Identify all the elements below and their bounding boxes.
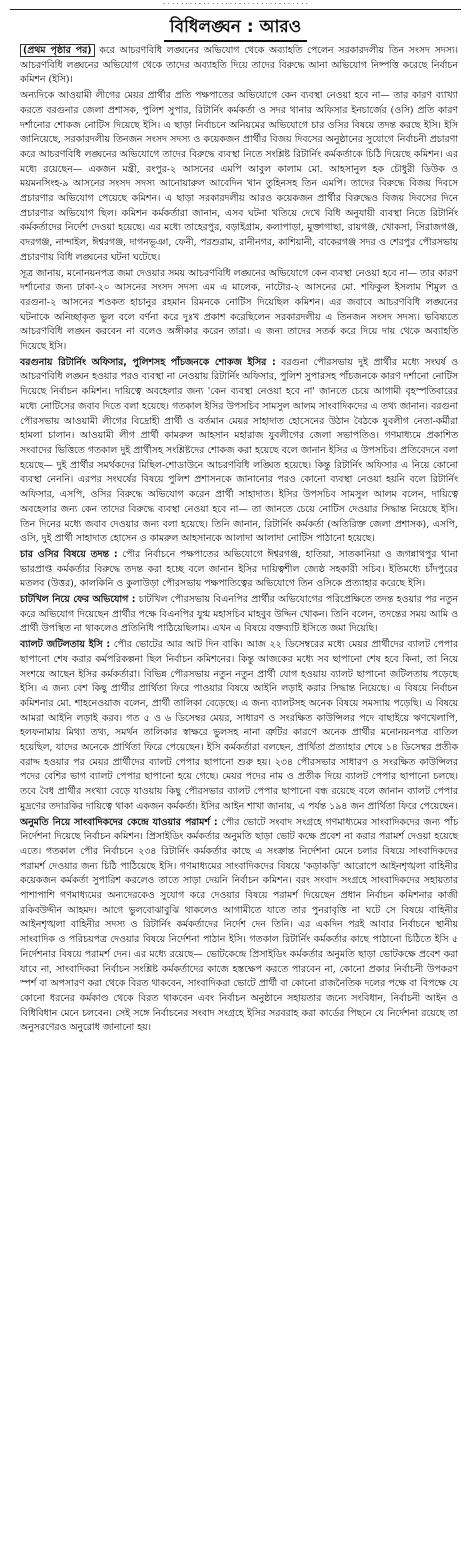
subheading-barguna: বরগুনায় রিটার্নিং অফিসার, পুলিশসহ পাঁচজনকে শোকজ ইসির : [20, 356, 276, 368]
paragraph-text: বরগুনা পৌরসভায় দুই প্রার্থীর মধ্যে সংঘর্ষ ও আচরণবিধি লঙ্ঘন হওয়ার পরও ব্যবস্থা না নেওয়ায় রিটার্নিং অফিসার, পুলিশ সুপারসহ পাঁচজনকে কারণ দর্শানো নোটিস দিয়েছে নির্বাচন কমিশন। দায়িত্বে অবহেলার জন্য 'কেন ব্যবস্থা নেওয়া হবে না' জানতে চেয়ে আগামী বৃহস্পতিবারের মধ্যে নোটিসের জবাব দিতে বলা হয়েছে। গতকাল ইসির উপসচিব সামসুল আলম সাংবাদিকদের এ তথ্য জানান। বরগুনা পৌরসভায় আওয়ামী লীগের বিদ্রোহী প্রার্থী ও বর্তমান মেয়র সাহাদাত হোসেনের উঠান বৈঠকে যুবলীগ নেতা-কর্মীরা হামলা চালান। আওয়ামী লীগ প্রার্থী কামরুল আহসান মহারাজ যুবলীগের জেলা সভাপতিও। গণমাধ্যমে প্রকাশিত সংবাদের ভিত্তিতে গতকাল দুই প্রার্থীসহ সংশ্লিষ্টদের শোকজ করা হয়েছে বলে জানান ইসির এ উপসচিব। প্রতিবেদনে বলা হয়েছে— দুই প্রার্থীর সমর্থকদের মিছিল-শোডাউনে আচরণবিধি লঙ্ঘিত হয়েছে। কিন্তু রিটার্নিং অফিসার এ নিয়ে কোনো ব্যবস্থা নেননি। এরপর সংঘর্ষের বিষয়ে পুলিশ প্রশাসনকে জানানোর পরও কোনো ব্যবস্থা নেওয়া হয়নি বলে রিটার্নিং অফিসার, এসপি, ওসির বিরুদ্ধে অভিযোগ করেন প্রার্থী সাহাদাত। ইসির উপসচিব সামসুল আলম বলেন, দায়িত্বে অবহেলার জন্য কেন তাদের বিরুদ্ধে ব্যবস্থা নেওয়া হবে না— তা জানতে চেয়ে নোটিস দেওয়ার সিদ্ধান্ত নিয়েছে ইসি। তিন দিনের মধ্যে জবাব দেওয়ার জন্য বলা হয়েছে। তিনি জানান, রিটার্নিং কর্মকর্তা (অতিরিক্ত জেলা প্রশাসক), এসপি, ওসি, দুই প্রার্থী সাহাদাত হোসেন ও কামরুল আহসানকে আলাদা আলাদা নোটিস পাঠানো হয়েছে। [20, 356, 458, 545]
paragraph-text: সূত্র জানায়, মনোনয়নপত্র জমা দেওয়ার সময় আচরণবিধি লঙ্ঘনের অভিযোগে কেন ব্যবস্থা নেওয়া হবে না— তার কারণ দর্শানোর জন্য ঢাকা-২০ আসনের সংসদ সদস্য এম এ মালেক, নাটোর-২ আসনের মো. শফিকুল ইসলাম শিমুল ও বরগুনা-২ আসনের শওকত হাচানুর রহমান রিমনকে নোটিস দিয়েছিল কমিশন। এর জবাবে আচরণবিধি লঙ্ঘনের ঘটনাকে অনিচ্ছাকৃত ভুল বলে বর্ণনা করে দুঃখ প্রকাশ করেছিলেন সরকারদলীয় এ তিনজন সংসদ সদস্য। ভবিষ্যতে আচরণবিধি লঙ্ঘন করবেন না বলেও অঙ্গীকার করেন তারা। এ জন্য তাদের সতর্ক করে দিয়ে দায় থেকে অব্যাহতি দিয়েছে ইসি। [20, 267, 458, 353]
paragraph-continued [20, 44, 458, 88]
subheading-journalists: অনুমতি নিয়ে সাংবাদিকদের কেন্দ্রে যাওয়ার পরামর্শ : [20, 816, 218, 828]
headline-container [0, 14, 471, 42]
paragraph-text: করে আচরণবিধি লঙ্ঘনের অভিযোগ থেকে অব্যাহতি পেলেন সরকারদলীয় তিন সংসদ সদস্য। আচরণবিধি লঙ্ঘনের অভিযোগ থেকে তাদের অব্যাহতি দিয়ে তাদের বিরুদ্ধে আনা অভিযোগ নিষ্পত্তি করেছে নির্বাচন কমিশন (ইসি)। [20, 45, 458, 86]
continued-from-front-page-tag: (প্রথম পৃষ্ঠার পর) [20, 44, 95, 57]
paragraph-show-cause [20, 89, 458, 265]
headline: বিধিলঙ্ঘন : আরও [164, 14, 308, 42]
paragraph-four-oc [20, 548, 458, 592]
paragraph-text: পৌর ভোটের আর আট দিন বাকি। আজ ২২ ডিসেম্বরের মধ্যে মেয়র প্রার্থীদের ব্যালট পেপার ছাপানো শেষ করার কর্মপরিকল্পনা ছিল নির্বাচন কমিশনের। কিন্তু আজকের মধ্যে সব ছাপানো শেষ হবে কিনা, তা নিয়ে সংশয়ে আছেন ইসির কর্মকর্তারা। বিভিন্ন পৌরসভায় নতুন নতুন প্রার্থী যোগ হওয়ায় ব্যালট ছাপানো জটিলতায় পড়েছে ইসি। এ জন্য বেশ কিছু প্রার্থীর প্রার্থিতা ফিরে পাওয়ার বিষয়ে আইনি লড়াই করার সিদ্ধান্ত নিয়েছে। এ বিষয়ে নির্বাচন কমিশনার মো. শাহনেওয়াজ বলেন, প্রার্থী তালিকা বেড়েছে। এ জন্য ব্যালটসহ অনেক বিষয়ে সমস্যায় পড়েছি। এ বিষয়ে আমরা আইনি লড়াই করব। গত ৫ ও ৬ ডিসেম্বর মেয়র, সাধারণ ও সংরক্ষিত কাউন্সিলর পদে বাছাইয়ে ঋণখেলাপি, হলফনামায় মিথ্যা তথ্য, সমর্থন তালিকার স্বাক্ষরে ভুলসহ নানা ত্রুটির কারণে অনেক প্রার্থীর মনোনয়নপত্র বাতিল হয়েছিল, যাদের অনেকে প্রার্থিতা ফিরে পেয়েছেন। ইসি কর্মকর্তারা বলছেন, প্রার্থিতা প্রত্যাহার শেষে ১৪ ডিসেম্বর প্রতীক বরাদ্দ হওয়ার পর মেয়র প্রার্থীদের ব্যালট পেপার ছাপানো শুরু হয়। ২৩৪ পৌরসভার সাধারণ ও সংরক্ষিত কাউন্সিলর পদের বেশির ভাগ ব্যালট পেপার ছাপানো হয়ে গেছে। মেয়র পদের নাম ও প্রতীক দিয়ে ব্যালট পেপার ছাপানো চলছে। তবে বৈধ প্রার্থীর সংখ্যা বেড়ে যাওয়ায় কিছু পৌরসভার ব্যালট পেপার ছাপানো বন্ধ রয়েছে বলে জানান ব্যালট পেপার মুদ্রণের তদারকির দায়িত্বে থাকা একজন কর্মকর্তা। ইসির আইন শাখা জানায়, এ পর্যন্ত ১৯৪ জন প্রার্থিতা ফিরে পেয়েছেন। [20, 639, 458, 812]
subheading-ballot: ব্যালট জটিলতায় ইসি : [20, 639, 111, 651]
subheading-four-oc: চার ওসির বিষয়ে তদন্ত : [20, 548, 118, 560]
subheading-chatkhil: চাটখিল নিয়ে ফের অভিযোগ : [20, 594, 136, 606]
paragraph-text: পৌর ভোটে সংবাদ সংগ্রহে গণমাধ্যমের সাংবাদিকদের জন্য পাঁচ নির্দেশনা দিয়েছে নির্বাচন কমিশন। প্রিসাইডিং কর্মকর্তার অনুমতি ছাড়া ভোট কক্ষে প্রবেশ না করার পরামর্শ দেওয়া হয়েছে এতে। গতকাল পৌর নির্বাচনে ২৩৪ রিটার্নিং কর্মকর্তার কাছে এ সংক্রান্ত নির্দেশনা মেনে চলার বিষয়ে সাংবাদিকদের পরামর্শ দেওয়ার জন্য চিঠি পাঠিয়েছে ইসি। গণমাধ্যমের সাংবাদিকদের বিষয়ে 'কড়াকড়ি' আরোপে আইনশৃঙ্খলা বাহিনীর কয়েকজন কর্মকর্তা সুপারিশ করলেও তাতে সাড়া দেয়নি নির্বাচন কমিশন। বরং সংবাদ সংগ্রহে সাংবাদিকদের সহায়তার পাশাপাশি গণমাধ্যমের অন্যদেরকেও সুযোগ করে দেওয়ার বিষয়ে পরামর্শ দিয়েছেন প্রধান নির্বাচন কমিশনার কাজী রকিবউদ্দীন আহমদ। আগে ভুলবোঝাবুঝি থাকলেও আগামীতে যাতে তার পুনরাবৃত্তি না ঘটে সে বিষয়ে বাহিনীর আইনশৃঙ্খলা বাহিনীর সদস্য ও রিটার্নিং কর্মকর্তাদের নির্দেশ দেন তিনি। এর একদিন পরই আবার নির্বাচনে স্থানীয় সাংবাদিক ও পরিচয়পত্র দেওয়ার বিষয়ে নির্দেশনা পাঠান ইসি। গতকাল রিটার্নিং কর্মকর্তার কাছে পাঠানো চিঠিতে ইসি ৫ নির্দেশনার বিষয়ে পরামর্শ দেন। এর মধ্যে রয়েছে— ভোটকেন্দ্রে প্রিসাইডিং কর্মকর্তার অনুমতি ছাড়া ভোটকক্ষে প্রবেশ করা যাবে না, সাংবাদিকরা নির্বাচন সংশ্লিষ্ট কর্মকর্তাদের কাজে হস্তক্ষেপ করতে পারবেন না, কোনো প্রকার নির্বাচনী উপকরণ স্পর্শ বা অপসারণ করা থেকে বিরত থাকবেন, সাংবাদিকরা ভোটে প্রার্থী বা কোনো রাজনৈতিক দলের পক্ষে বা বিপক্ষে যে কোনো ধরনের কর্মকাণ্ড থেকে বিরত থাকবেন এবং নির্বাচন অনুষ্ঠানে সহায়তার জন্যে সংবিধান, নির্বাচনী আইন ও বিধিবিধান মেনে চলবেন। সেই সঙ্গে নির্বাচনের সংবাদ সংগ্রহে ইসির সরবরাহ করা কার্ডের পিছনে যে নির্দেশনা রয়েছে তা অনুসরণেরও অনুরোধ জানানো হয়। [20, 816, 458, 1034]
paragraph-barguna [20, 356, 458, 547]
paragraph-text: পৌর নির্বাচনে পক্ষপাতের অভিযোগে ঈশ্বরগঞ্জ, হাতিয়া, সাতকানিয়া ও জগন্নাথপুর থানা ভারপ্রাপ্ত কর্মকর্তার বিরুদ্ধে তদন্ত করা হচ্ছে বলে জানান ইসির দায়িত্বশীল জ্যেষ্ঠ সহকারী সচিব। ইতিমধ্যে চাঁদপুরের মতলব (উত্তর), কালকিনি ও কুলাউড়া পৌরসভায় পক্ষপাতিত্বের অভিযোগে তিন ওসিকে প্রত্যাহার করেছে ইসি। [20, 548, 458, 590]
paragraph-text: অন্যদিকে আওয়ামী লীগের মেয়র প্রার্থীর প্রতি পক্ষপাতের অভিযোগে কেন ব্যবস্থা নেওয়া হবে না— তার কারণ ব্যাখ্যা করতে বরগুনার জেলা প্রশাসক, পুলিশ সুপার, রিটার্নিং কর্মকর্তা ও সদর থানার অফিসার ইনচার্জের (ওসি) প্রতি কারণ দর্শানোর শোকজ নোটিস দিয়েছে ইসি। এ ছাড়া নির্বাচনে অনিয়মের অভিযোগে চার ওসির বিষয়ে তদন্ত করছে ইসি। ইসি জানিয়েছে, সরকারদলীয় তিনজন সংসদ সদস্য ও কয়েকজন প্রার্থীর বিজয় দিবসের অনুষ্ঠানের সুযোগে নির্বাচনী প্রচারণা করে আচরণবিধি লঙ্ঘনের অভিযোগে তাদের বিরুদ্ধে ব্যবস্থা নিতে সংশ্লিষ্ট রিটার্নিং কর্মকর্তাকে চিঠি দিয়েছে কমিশন। এর মধ্যে রয়েছেন— একজন মন্ত্রী, রংপুর-২ আসনের এমপি আবুল কালাম মো. আহসানুল হক চৌধুরী ডিউক ও ময়মনসিংহ-৯ আসনের সংসদ সদস্য আনোয়ারুল আবেদিন খান তুহিনসহ তিন এমপি। তাদের বিরুদ্ধে বিজয় দিবসে প্রচারণার অভিযোগ পেয়েছে কমিশন। এ ছাড়া সরকারদলীয় আরও কয়েকজন প্রার্থীর বিরুদ্ধেও বিজয় দিবসের দিনে প্রচারণার অভিযোগ ছিল। কমিশন কর্মকর্তারা জানান, এসব ঘটনা খতিয়ে দেখে বিধি অনুযায়ী ব্যবস্থা নিতে রিটার্নিং কর্মকর্তাদের নির্দেশ দেওয়া হয়েছে। এর মধ্যে তাহেরপুর, বড়াইগ্রাম, কলাপাড়া, মুক্তাগাছা, রায়গঞ্জ, খোকসা, সিরাজগঞ্জ, বদরগঞ্জ, নান্দাইল, ঈশ্বরগঞ্জ, দাগনভূঞা, ফেনী, পরশুরাম, রানীনগর, কাশিয়ানী, বাকেরগঞ্জ সদর ও শেরপুর পৌরসভায় প্রচারণায় বিধি লঙ্ঘনের ঘটনা ঘটেছে। [20, 90, 458, 263]
paragraph-ballot [20, 638, 458, 814]
paragraph-text: চাটখিল পৌরসভায় বিএনপির প্রার্থীর অভিযোগের পরিপ্রেক্ষিতে তদন্ত হওয়ার পর নতুন করে অভিযোগ দিয়েছেন প্রার্থীর পক্ষে বিএনপির যুগ্ম মহাসচিব মাহবুব উদ্দিন খোকন। তিনি বলেন, তদন্তের সময় আমি ও প্রার্থী উপস্থিত না থাকলেও প্রতিনিধি পাঠিয়েছিলাম। এখন এ বিষয়ে বক্তব্যটি ইসিতে জমা দিয়েছি। [20, 594, 458, 635]
paragraph-sources [20, 267, 458, 355]
page-header-strip: · · · · · · · · · · · · · · · · · · · · · · · · · · · · · · · · · [10, 0, 461, 10]
paragraph-journalists [20, 816, 458, 1037]
paragraph-chatkhil [20, 593, 458, 637]
article-body [20, 44, 458, 1037]
